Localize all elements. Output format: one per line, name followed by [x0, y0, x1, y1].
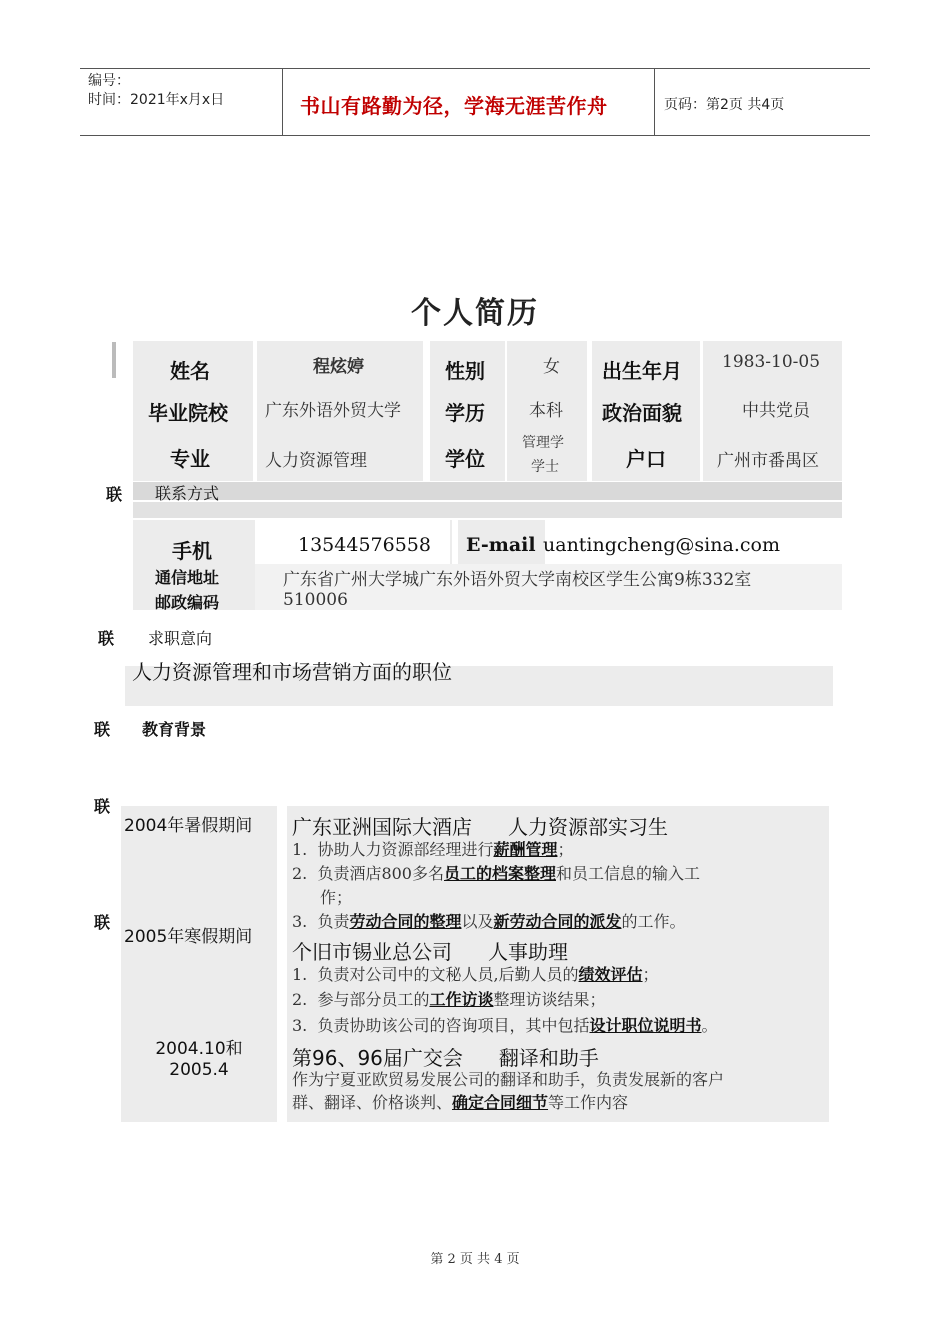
address-value: 广东省广州大学城广东外语外贸大学南校区学生公寓9栋332室 — [283, 570, 752, 590]
item-text: 群、翻译、价格谈判、 — [292, 1093, 453, 1112]
item-text: 整理访谈结果； — [493, 990, 606, 1009]
job-1-item-1 — [292, 838, 822, 862]
name-value: 程炫婷 — [313, 357, 364, 377]
item-text: 。 — [701, 1016, 718, 1035]
job-2-item-1 — [292, 963, 822, 987]
major-label: 专业 — [170, 447, 210, 471]
hukou-label: 户口 — [626, 447, 666, 471]
gender-label: 性别 — [445, 359, 485, 383]
hukou-value: 广州市番禺区 — [717, 451, 819, 471]
margin-marker — [112, 342, 116, 378]
item-text: 的工作。 — [621, 912, 686, 931]
item-number: 2. — [292, 990, 308, 1009]
item-text: 参与部分员工的 — [317, 990, 430, 1009]
job-2-item-2 — [292, 988, 822, 1012]
name-label: 姓名 — [170, 359, 210, 383]
address-label: 通信地址 — [155, 568, 220, 587]
item-text: 负责酒店800多名 — [317, 864, 444, 883]
item-text: 负责协助该公司的咨询项目，其中包括 — [317, 1016, 590, 1035]
cell-gap — [452, 520, 458, 564]
postcode-label: 邮政编码 — [155, 593, 220, 612]
job-2-company: 个旧市锡业总公司 — [292, 940, 452, 964]
header-divider — [654, 68, 655, 135]
education-section-title: 教育背景 — [142, 720, 207, 739]
job-3-company: 第96、96届广交会 — [292, 1046, 463, 1070]
item-emphasis: 劳动合同的整理 — [349, 912, 462, 931]
degree-label: 学位 — [445, 447, 485, 471]
job-1-item-2-cont: 作； — [320, 888, 353, 907]
item-text: 等工作内容 — [548, 1093, 629, 1112]
education-left-mark: 联 — [94, 720, 111, 739]
header-bottom-rule — [80, 135, 870, 136]
job-3-desc-line1: 作为宁夏亚欧贸易发展公司的翻译和助手，负责发展新的客户 — [292, 1070, 725, 1089]
objective-text: 人力资源管理和市场营销方面的职位 — [132, 660, 452, 684]
school-label: 毕业院校 — [148, 401, 228, 425]
period-3-line1: 2004.10和 — [155, 1039, 243, 1059]
phone-label: 手机 — [172, 539, 212, 563]
item-emphasis: 确定合同细节 — [452, 1093, 549, 1112]
contact-header-bar — [133, 482, 842, 500]
period-1: 2004年暑假期间 — [124, 816, 253, 836]
job-2-item-3 — [292, 1014, 822, 1038]
contact-section-title: 联系方式 — [155, 484, 220, 503]
header-motto: 书山有路勤为径，学海无涯苦作舟 — [300, 94, 608, 118]
politics-value: 中共党员 — [742, 401, 810, 421]
degree-value-line1: 管理学 — [522, 435, 564, 451]
work-left-mark-2: 联 — [94, 913, 111, 932]
item-emphasis: 新劳动合同的派发 — [493, 912, 622, 931]
work-left-mark: 联 — [94, 797, 111, 816]
phone-value: 13544576558 — [298, 534, 431, 556]
contact-left-mark: 联 — [106, 485, 123, 504]
item-text: 负责 — [317, 912, 350, 931]
item-number: 3. — [292, 912, 308, 931]
job-3-position: 翻译和助手 — [498, 1046, 599, 1070]
header-number: 编号： — [88, 73, 130, 89]
job-3-title — [292, 1042, 599, 1071]
email-label: E-mail — [466, 534, 536, 556]
objective-left-mark: 联 — [98, 629, 115, 648]
postcode-value: 510006 — [283, 590, 348, 610]
job-1-item-2 — [292, 862, 822, 886]
page-footer: 第 2 页 共 4 页 — [430, 1252, 520, 1267]
education-value: 本科 — [529, 401, 563, 421]
item-text: 以及 — [461, 912, 494, 931]
item-text: 和员工信息的输入工 — [556, 864, 701, 883]
header-page-number: 页码：第2页 共4页 — [664, 97, 785, 113]
header-meta — [88, 72, 224, 110]
job-1-company: 广东亚洲国际大酒店 — [292, 815, 472, 839]
item-emphasis: 设计职位说明书 — [589, 1016, 702, 1035]
school-value: 广东外语外贸大学 — [265, 401, 401, 421]
job-1-position: 人力资源部实习生 — [508, 815, 668, 839]
item-text: 负责对公司中的文秘人员,后勤人员的 — [317, 965, 579, 984]
item-number: 2. — [292, 864, 308, 883]
header-divider — [282, 68, 283, 135]
header-top-rule — [80, 68, 870, 69]
birth-label: 出生年月 — [602, 359, 682, 383]
item-emphasis: 员工的档案整理 — [443, 864, 556, 883]
item-number: 3. — [292, 1016, 308, 1035]
education-label: 学历 — [445, 401, 485, 425]
email-value: uantingcheng@sina.com — [543, 534, 780, 556]
objective-section-title: 求职意向 — [148, 629, 213, 648]
job-3-desc-line2 — [292, 1091, 827, 1115]
politics-label: 政治面貌 — [602, 401, 682, 425]
item-text: ； — [557, 840, 574, 859]
job-1-title — [292, 811, 668, 840]
job-2-title — [292, 936, 568, 965]
major-value: 人力资源管理 — [265, 451, 367, 471]
item-emphasis: 绩效评估 — [578, 965, 643, 984]
job-1-item-3 — [292, 910, 822, 934]
item-number: 1. — [292, 965, 308, 984]
contact-header-bar — [133, 502, 842, 518]
item-number: 1. — [292, 840, 308, 859]
header-time: 时间：2021年x月x日 — [88, 92, 225, 108]
period-2: 2005年寒假期间 — [124, 927, 253, 947]
birth-value: 1983-10-05 — [722, 352, 821, 372]
item-text: ； — [642, 965, 659, 984]
page-title: 个人简历 — [411, 296, 539, 331]
item-emphasis: 薪酬管理 — [493, 840, 558, 859]
gender-value: 女 — [543, 357, 560, 377]
period-3-line2: 2005.4 — [169, 1060, 229, 1080]
degree-value-line2: 学士 — [531, 459, 559, 475]
item-emphasis: 工作访谈 — [429, 990, 494, 1009]
item-text: 协助人力资源部经理进行 — [317, 840, 494, 859]
job-2-position: 人事助理 — [488, 940, 568, 964]
